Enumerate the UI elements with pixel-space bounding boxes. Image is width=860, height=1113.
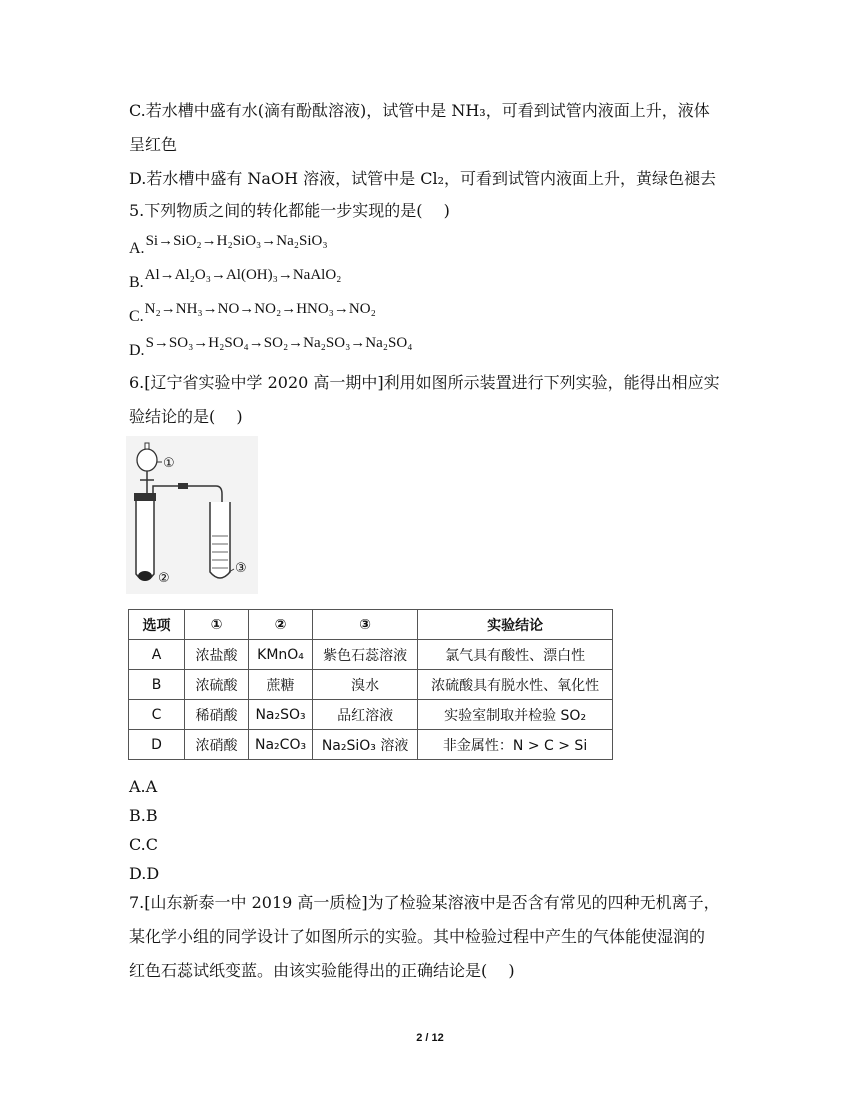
table-cell: 品红溶液 — [313, 700, 418, 730]
option-formula: Al→Al₂O₃→Al(OH)₃→NaAlO₂ — [144, 267, 342, 283]
table-cell: D — [129, 730, 185, 760]
header-cell: 选项 — [129, 610, 185, 640]
option-label: A. — [129, 240, 145, 257]
question-d-line: D.若水槽中盛有 NaOH 溶液，试管中是 Cl₂，可看到试管内液面上升，黄绿色褪去 — [129, 169, 716, 188]
table-cell: 氯气具有酸性、漂白性 — [418, 640, 613, 670]
option-formula: S→SO₃→H₂SO₄→SO₂→Na₂SO₃→Na₂SO₄ — [145, 335, 413, 351]
table-cell: B — [129, 670, 185, 700]
table-row — [129, 670, 613, 700]
label-3: ③ — [235, 561, 247, 576]
q6-answer-d: D.D — [129, 864, 160, 883]
table-cell: 非金属性：N > C > Si — [418, 730, 613, 760]
table-cell: 实验室制取并检验 SO₂ — [418, 700, 613, 730]
q5-option-c — [129, 301, 376, 326]
question-6-line-1: 6.[辽宁省实验中学 2020 高一期中]利用如图所示装置进行下列实验，能得出相应实 — [129, 373, 720, 392]
table-cell: Na₂CO₃ — [249, 730, 313, 760]
label-2: ② — [158, 571, 170, 586]
table-cell: 稀硝酸 — [185, 700, 249, 730]
table-row — [129, 730, 613, 760]
table-cell: 浓盐酸 — [185, 640, 249, 670]
q6-answer-b: B.B — [129, 806, 158, 825]
header-cell: ③ — [313, 610, 418, 640]
table-row — [129, 700, 613, 730]
table-cell: 浓硫酸 — [185, 670, 249, 700]
question-7-line-1: 7.[山东新泰一中 2019 高一质检]为了检验某溶液中是否含有常见的四种无机离子， — [129, 893, 720, 912]
table-cell: Na₂SO₃ — [249, 700, 313, 730]
question-c-line-1: C.若水槽中盛有水(滴有酚酞溶液)，试管中是 NH₃，可看到试管内液面上升，液体 — [129, 101, 710, 120]
table-header-row — [129, 610, 613, 640]
q6-answer-c: C.C — [129, 835, 158, 854]
header-cell: ① — [185, 610, 249, 640]
table-cell: Na₂SiO₃ 溶液 — [313, 730, 418, 760]
question-5: 5.下列物质之间的转化都能一步实现的是( ) — [129, 201, 450, 220]
q5-option-d — [129, 335, 413, 360]
option-label: C. — [129, 308, 144, 325]
header-cell: 实验结论 — [418, 610, 613, 640]
table-cell: C — [129, 700, 185, 730]
table-row — [129, 640, 613, 670]
table-cell: 浓硝酸 — [185, 730, 249, 760]
question-7-line-2: 某化学小组的同学设计了如图所示的实验。其中检验过程中产生的气体能使湿润的 — [129, 927, 706, 946]
page-number: 2 / 12 — [416, 1032, 444, 1044]
table-cell: 蔗糖 — [249, 670, 313, 700]
apparatus-diagram — [126, 436, 258, 594]
table-cell: KMnO₄ — [249, 640, 313, 670]
q6-answer-a: A.A — [129, 777, 158, 796]
q5-option-a — [129, 233, 328, 258]
table-cell: 浓硫酸具有脱水性、氧化性 — [418, 670, 613, 700]
question-6-line-2: 验结论的是( ) — [129, 407, 243, 426]
table-cell: A — [129, 640, 185, 670]
option-formula: N₂→NH₃→NO→NO₂→HNO₃→NO₂ — [144, 301, 376, 317]
experiment-table — [128, 609, 613, 760]
table-cell: 溴水 — [313, 670, 418, 700]
option-formula: Si→SiO₂→H₂SiO₃→Na₂SiO₃ — [145, 233, 328, 249]
q5-option-b — [129, 267, 342, 292]
table-cell: 紫色石蕊溶液 — [313, 640, 418, 670]
option-label: D. — [129, 342, 145, 359]
header-cell: ② — [249, 610, 313, 640]
question-7-line-3: 红色石蕊试纸变蓝。由该实验能得出的正确结论是( ) — [129, 961, 515, 980]
question-c-line-2: 呈红色 — [129, 135, 178, 154]
label-1: ① — [163, 456, 175, 471]
option-label: B. — [129, 274, 144, 291]
